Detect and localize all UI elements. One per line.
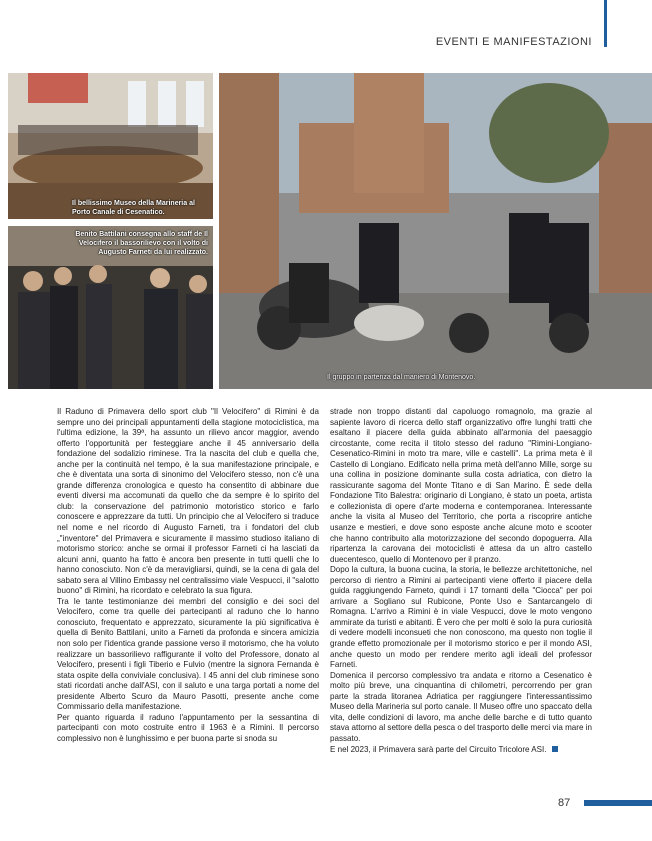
article-paragraph: Tra le tante testimonianze dei membri del consiglio e dei soci del Velocifero, come tra quelle dei partecipanti al raduno che lo hanno conosciuto, frequentato e apprezzato, sicuramente la più significativa è quella di Benito Battilani, unito a Farneti da profonda e sincera amicizia non solo per l'identica grande passione verso il motorismo, che ha voluto realizzare un bassorilievo raffigurante il volto del Professore, donato al Velocifero, presenti i figli Tiberio e Fulvio (mentre la signora Fernanda è stata ospite della conviviale conclusiva). I 45 anni del club riminese sono stati ricordati anche dall'ASI, con il saluto e una targa portati a nome del presidente Alberto Scuro da Mauro Pasotti, presente anche come Commissario della manifestazione. xyxy=(57,596,319,712)
page-number: 87 xyxy=(558,797,571,809)
article-paragraph: Dopo la cultura, la buona cucina, la storia, le bellezze architettoniche, nel percorso di rientro a Rimini ai partecipanti viene offerto il piacere della guida raggiungendo Farneto, quindi i 17 tornanti della "Ciocca" per poi arrivare a Sogliano sul Rubicone, Ponte Uso e Santarcangelo di Romagna. L'arrivo a Rimini è in viale Vespucci, dove le moto vengono ammirate da turisti e abitanti. È vero che per molti è solo la pura curiosità di vedere modelli inconsueti che non conoscono, ma questo non toglie il grande effetto promozionale per il motorismo storico e per il mondo ASI, anche questo un modo per rendere merito agli ideali del professor Farneti. xyxy=(330,565,592,670)
article-closing-text: E nel 2023, il Primavera sarà parte del Circuito Tricolore ASI. xyxy=(330,744,547,754)
article-paragraph: Per quanto riguarda il raduno l'appuntamento per la sessantina di partecipanti con moto costruite entro il 1963 è a Rimini. Il percorso complessivo non è lunghissimo e per buona parte si snoda su xyxy=(57,712,319,743)
castle-photo xyxy=(219,73,652,389)
article-left-column xyxy=(57,407,319,745)
museum-photo xyxy=(8,73,213,219)
end-of-article-square-icon xyxy=(552,746,558,752)
castle-caption: Il gruppo in partenza dal maniero di Montenovo. xyxy=(327,374,476,381)
bassorilievo-caption: Benito Battilani consegna allo staff de Il Velocifero il bassorilievo con il volto di Augusto Farneti da lui realizzato. xyxy=(75,231,208,256)
museum-caption: Il bellissimo Museo della Marineria al Porto Canale di Cesenatico. xyxy=(72,200,195,216)
article-paragraph: strade non troppo distanti dal capoluogo romagnolo, ma grazie al sapiente lavoro di ricerca dello staff organizzativo offre lunghi tratti che esaltano il piacere della guida abbinato all'armonia del paesaggio circostante, come recita il titolo stesso del raduno "Rimini-Longiano-Cesenatico-Rimini in moto tra mare, ville e castelli". La prima meta è il Castello di Longiano. Edificato nella prima metà dell'anno Mille, sorge su una collina in posizione dominante sulla costa adriatica, con dietro la rassicurante sagoma del Monte Titano e di San Marino. È sede della Fondazione Tito Balestra: originario di Longiano, è stato un poeta, artista e collezionista di opere d'arte moderna e contemporanea. Interessante anche la visita al Museo del Territorio, che porta a riscoprire antiche usanze e mestieri, e dove sono esposte anche alcune moto e scooter che hanno contribuito alla motorizzazione del secondo dopoguerra. Alla ripartenza la carovana dei motociclisti è attesa da un altro castello duecentesco, quello di Montenovo per il pranzo. xyxy=(330,407,592,564)
bassorilievo-photo xyxy=(8,226,213,389)
article-paragraph: Domenica il percorso complessivo tra andata e ritorno a Cesenatico è molto più breve, una cinquantina di chilometri, percorrendo per gran parte la strada litoranea Adriatica per raggiungere l'interessantissimo Museo della Marineria sul porto canale. Il Museo offre uno spaccato della vita, delle condizioni di lavoro, ma anche delle barche e di tutto quanto stava attorno al settore della pesca o del trasporto delle merci via mare in passato. xyxy=(330,670,592,743)
section-title: EVENTI E MANIFESTAZIONI xyxy=(435,36,592,48)
page-number-accent-bar xyxy=(584,800,652,806)
article-closing-paragraph xyxy=(330,745,592,756)
article-right-column xyxy=(330,407,592,755)
top-accent-bar xyxy=(604,0,607,47)
article-paragraph: Il Raduno di Primavera dello sport club "Il Velocifero" di Rimini è da sempre uno dei principali appuntamenti della stagione motociclistica, ma l'ultima edizione, la 39ª, ha assunto un rilievo ancor maggior, avendo offerto l'opportunità per festeggiare anche il 45 anniversario della fondazione del sodalizio riminese. Tra la nascita del club e quella che, anche per la continuità nel tempo, è la sua manifestazione principale, e che è diventata una sorta di sinonimo del Velocifero stesso, non c'è una grande differenza cronologica e questo ha consentito di abbinare due eventi diversi ma accomunati da quello che da sempre è lo spirito del club: la conservazione del patrimonio motoristico storico e farlo conoscere e apprezzare da tutti. Un principio che al Velocifero si traduce nel nome e nel ricordo di Augusto Farneti, tra i fondatori del club „"inventore" del Primavera e sicuramente il massimo studioso italiano di motorismo storico: anche se ormai il professor Farneti ci ha lasciati da alcuni anni, quanto ha fatto è ancora ben presente in tutti quelli che lo hanno conosciuto. Non c'è da meravigliarsi, quindi, se la cena di gala del sabato sera al Villino Embassy nel centralissimo viale Vespucci, il "salotto buono" di Rimini, ha ricordato e celebrato la sua figura. xyxy=(57,407,319,596)
